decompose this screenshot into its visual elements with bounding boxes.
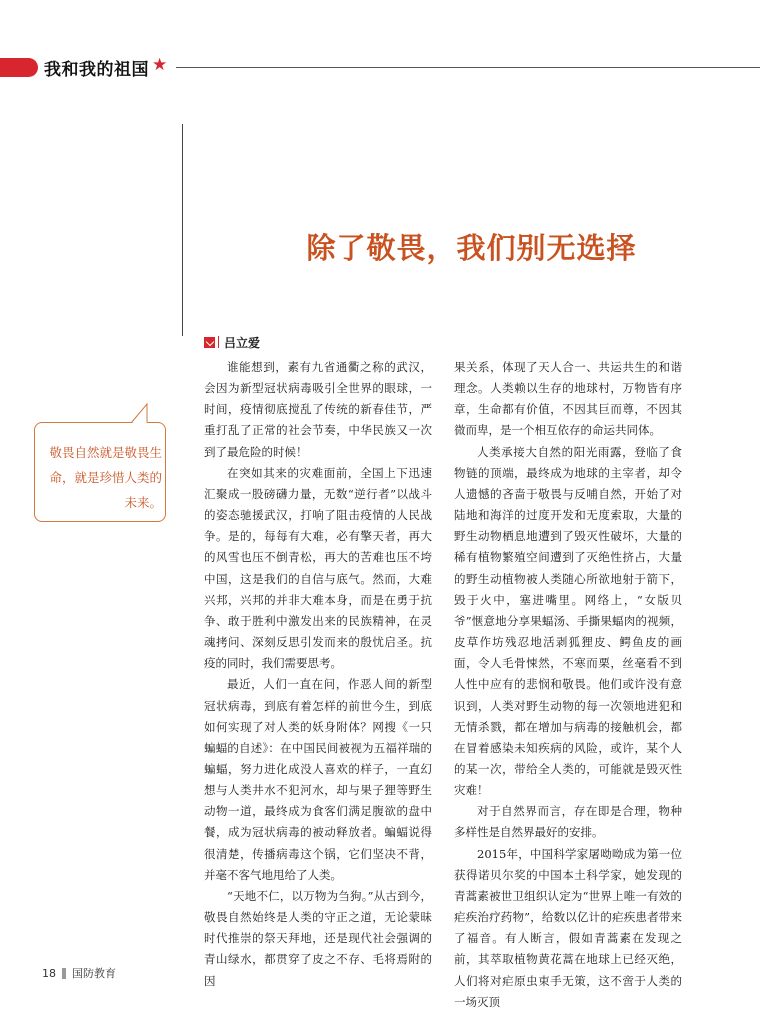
author-name: 吕立爱 [224, 335, 261, 350]
header-red-tab [0, 58, 38, 77]
pull-quote-tail [131, 398, 153, 428]
red-check-square-icon [204, 337, 215, 348]
magazine-name: 国防教育 [72, 967, 116, 980]
byline [204, 334, 260, 350]
red-star-icon: ★ [152, 55, 168, 75]
paragraph: 对于自然界而言，存在即是合理，物种多样性是自然界最好的安排。 [454, 804, 682, 840]
paragraph: 最近，人们一直在问，作恶人间的新型冠状病毒，到底有着怎样的前世今生，到底如何实现了对人类的妖身附体？网搜《一只蝙蝠的自述》：在中国民间被视为五福祥瑞的蝙蝠，努力进化成没人喜欢的样子，一直幻想与人类井水不犯河水，却与果子狸等野生动物一道，最终成为食客们满足腹欲的盘中餐，成为冠状病毒的被动释放者。蝙蝠说得很清楚，传播病毒这个锅，它们坚决不背，并毫不客气地甩给了人类。 [204, 677, 432, 882]
paragraph: 2015年，中国科学家屠呦呦成为第一位获得诺贝尔奖的中国本土科学家，她发现的青蒿素被世卫组织认定为“世界上唯一有效的疟疾治疗药物”，给数以亿计的疟疾患者带来了福音。有人断言，假如青蒿素在发现之前，其萃取植物黄花蒿在地球上已经灭绝，人们将对疟原虫束手无策，这不啻于人类的一场灭顶 [454, 846, 682, 1009]
paragraph: 人类承接大自然的阳光雨露，登临了食物链的顶端，最终成为地球的主宰者，却令人遗憾的吝啬于敬畏与反哺自然，开始了对陆地和海洋的过度开发和无度索取，大量的野生动物栖息地遭到了毁灭性破坏，大量的稀有植物繁殖空间遭到了灭绝性挤占，大量的野生动植物被人类随心所欲地射于箭下，毁于火中，塞进嘴里。网络上，“女版贝爷”惬意地分享果蝠汤、手撕果蝠肉的视频，皮草作坊残忍地活剥狐狸皮、鳄鱼皮的画面，令人毛骨悚然，不寒而栗，丝毫看不到人性中应有的悲悯和敬畏。他们或许没有意识到，人类对野生动物的每一次领地进犯和无情杀戮，都在增加与病毒的接触机会，都在冒着感染未知疾病的风险，或许，某个人的某一次，带给全人类的，可能就是毁灭性灾难！ [454, 444, 682, 798]
footer-separator [62, 968, 66, 979]
column-title: 我和我的祖国 [44, 60, 149, 80]
page-number: 18 [42, 966, 56, 980]
article-title: 除了敬畏，我们别无选择 [306, 231, 637, 265]
article-column-left [204, 357, 432, 992]
pull-quote-text: 敬畏自然就是敬畏生命，就是珍惜人类的未来。 [49, 445, 162, 510]
paragraph: 在突如其来的灾难面前，全国上下迅速汇聚成一股磅礴力量，无数“逆行者”以战斗的姿态驰援武汉，打响了阻击疫情的人民战争。是的，每每有大难，必有擎天者，再大的风雪也压不倒青松，再大的苦难也压不垮中国，这是我们的自信与底气。然而，大难兴邦，兴邦的并非大难本身，而是在勇于抗争、敢于胜利中激发出来的民族精神，在灵魂拷问、深刻反思引发而来的殷忧启圣。抗疫的同时，我们需要思考。 [204, 465, 432, 671]
page-footer [42, 965, 116, 981]
header-rule [176, 67, 760, 68]
article-column-right [454, 357, 682, 1013]
paragraph: 谁能想到，素有九省通衢之称的武汉，会因为新型冠状病毒吸引全世界的眼球，一时间，疫情彻底搅乱了传统的新春佳节，严重打乱了正常的社会节奏，中华民族又一次到了最危险的时候！ [204, 360, 432, 459]
byline-separator [218, 336, 219, 348]
paragraph-continued: 果关系，体现了天人合一、共运共生的和谐理念。人类赖以生存的地球村，万物皆有序章，生命都有价值，不因其巨而尊，不因其微而卑，是一个相互依存的命运共同体。 [454, 360, 682, 438]
paragraph: “天地不仁，以万物为刍狗。”从古到今，敬畏自然始终是人类的守正之道，无论蒙昧时代推崇的祭天拜地，还是现代社会强调的青山绿水，都贯穿了皮之不存、毛将焉附的因 [204, 888, 432, 988]
